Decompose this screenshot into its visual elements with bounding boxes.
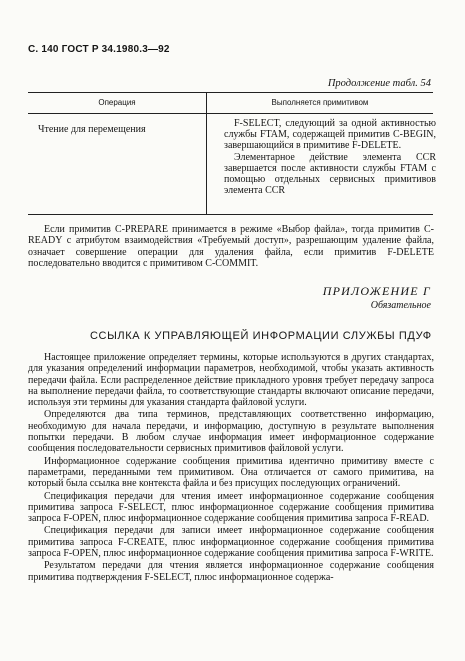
running-head: С. 140 ГОСТ Р 34.1980.3—92	[28, 44, 170, 55]
column-header-operation: Операция	[98, 98, 136, 107]
table-header-rule	[28, 113, 433, 114]
note-text: Если примитив C-PREPARE принимается в режиме «Выбор файла», тогда примитив C-READY с атрибутом взаимодействия «Требуемый доступ», разрешающим удаление файла, означает совершение операции для удаления файла, если примитив F-DELETE последовательно вводится с примитивом C-COMMIT.	[28, 224, 434, 269]
table-bottom-rule	[28, 214, 433, 215]
table-continuation-label: Продолжение табл. 54	[327, 78, 431, 89]
table-cell-primitives	[224, 118, 436, 196]
column-header-primitives: Выполняется примитивом	[271, 98, 369, 107]
body-paragraph-3: Информационное содержание сообщения примитива идентично примитиву вместе с параметрами, переданными тем примитивом. Она отличается от самого примитива, на который была ссылка вне контекста файла и без присущих последующих ограничений.	[28, 455, 434, 490]
appendix-title: ПРИЛОЖЕНИЕ Г	[322, 284, 431, 298]
table-column-divider	[206, 92, 207, 214]
appendix-heading: ССЫЛКА К УПРАВЛЯЮЩЕЙ ИНФОРМАЦИИ СЛУЖБЫ ПДУФ	[90, 330, 432, 342]
primitives-text-2: Элементарное действие элемента CCR завершается после активности службы FTAM с помощью отдельных сервисных примитивов элемента CCR	[224, 151, 436, 197]
primitives-text-1: F-SELECT, следующий за одной активностью службы FTAM, содержащей примитив C-BEGIN, завершающийся в примитиве F-DELETE.	[224, 118, 436, 152]
body-paragraph-6: Результатом передачи для чтения является информационное содержание сообщения примитива подтверждения F-SELECT, плюс информационное содержа-	[28, 560, 434, 583]
body-paragraph-1: Настоящее приложение определяет термины, которые используются в других стандартах, для указания определений информации параметров, необходимой, чтобы указать активность передачи файла. Если распределенное действие прикладного уровня требует передачу запроса на выполнение передачи файла, то соответствующие стандарты включают описание передачи, используя эти термины для указания стандарта файловой услуги.	[28, 352, 434, 409]
body-paragraph-2: Определяются два типа терминов, представляющих соответственно информацию, необходимую для начала передачи, и информацию, доступную в результате выполнения попытки передачи. В любом случае информация имеет информационное содержание сообщения последовательности сервисных примитивов файловой услуги.	[28, 409, 434, 455]
table-top-rule	[28, 92, 433, 93]
note-paragraph	[28, 224, 434, 270]
appendix-status: Обязательное	[370, 300, 431, 311]
body-paragraph-5: Спецификация передачи для записи имеет информационное содержание сообщения примитива запроса F-CREATE, плюс информационное содержание сообщения примитива запроса F-OPEN, плюс информационное содержание сообщения примитива запроса F-WRITE.	[28, 525, 434, 560]
table-cell-operation: Чтение для перемещения	[38, 124, 146, 135]
body-paragraph-4: Спецификация передачи для чтения имеет информационное содержание сообщения примитива запроса F-SELECT, плюс информационное содержание сообщения примитива запроса F-OPEN, плюс информационное содержание сообщения примитива запроса F-READ.	[28, 490, 434, 525]
appendix-body	[28, 352, 434, 584]
